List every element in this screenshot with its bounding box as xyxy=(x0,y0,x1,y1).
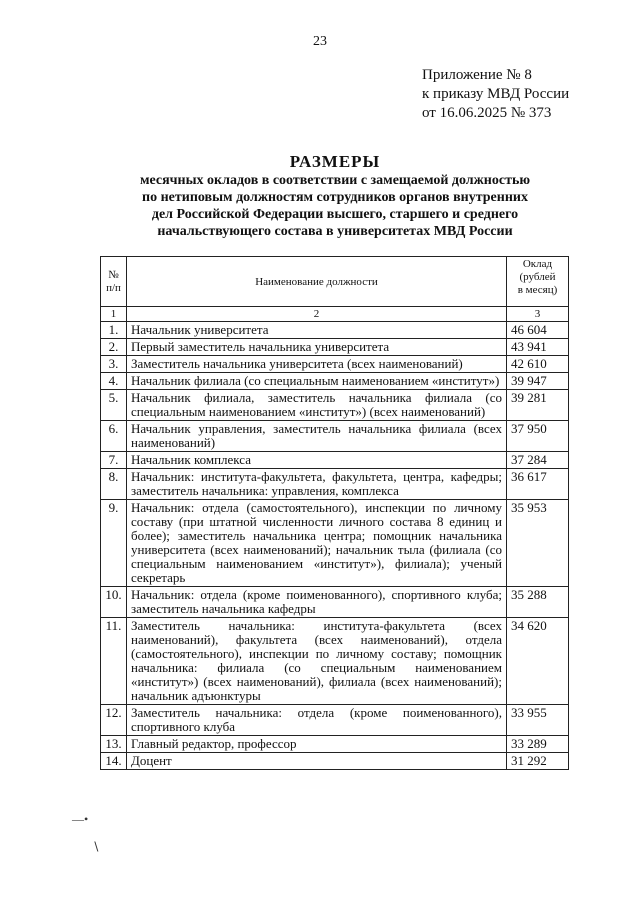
header-salary xyxy=(507,257,569,307)
table-row xyxy=(101,705,569,736)
table-row xyxy=(101,500,569,587)
header-salary-line-3: в месяц) xyxy=(517,284,558,296)
header-salary-line-1: Оклад xyxy=(522,258,553,270)
subtitle-line-1: месячных окладов в соответствии с замещаемой должностью xyxy=(139,173,531,188)
row-number: 7. xyxy=(101,452,127,469)
table-row xyxy=(101,469,569,500)
row-number: 14. xyxy=(101,753,127,770)
row-position: Заместитель начальника: отдела (кроме поименованного), спортивного клуба xyxy=(127,705,507,736)
row-salary: 35 288 xyxy=(507,587,569,618)
appendix-line-3: от 16.06.2025 № 373 xyxy=(422,105,552,121)
salary-table xyxy=(100,256,569,770)
table-row xyxy=(101,373,569,390)
row-number: 12. xyxy=(101,705,127,736)
row-number: 9. xyxy=(101,500,127,587)
row-position: Главный редактор, профессор xyxy=(127,736,507,753)
table-row xyxy=(101,339,569,356)
table-row xyxy=(101,421,569,452)
row-salary: 42 610 xyxy=(507,356,569,373)
row-position: Начальник: отдела (кроме поименованного), спортивного клуба; заместитель начальника кафедры xyxy=(127,587,507,618)
row-position: Начальник филиала, заместитель начальника филиала (со специальным наименованием «институт») (всех наименований) xyxy=(127,390,507,421)
header-position-name: Наименование должности xyxy=(127,257,507,307)
row-position: Заместитель начальника: института-факультета (всех наименований), факультета (всех наименований), отдела (самостоятельного), инспекции по личному составу; помощник начальника: филиала (со специальным наименованием «институт») (всех наименований), филиала (всех наименований); начальник адъюнктуры xyxy=(127,618,507,705)
row-salary: 46 604 xyxy=(507,322,569,339)
document-title: РАЗМЕРЫ xyxy=(289,152,381,171)
subtitle-line-4: начальствующего состава в университетах МВД России xyxy=(157,224,513,239)
page-number: 23 xyxy=(313,34,327,49)
index-cell-1: 1 xyxy=(101,307,127,322)
row-position: Первый заместитель начальника университета xyxy=(127,339,507,356)
row-salary: 39 947 xyxy=(507,373,569,390)
row-number: 11. xyxy=(101,618,127,705)
scan-mark-arrow: —• xyxy=(72,812,89,826)
document-title-block xyxy=(100,152,570,240)
table-header-row xyxy=(101,257,569,307)
table-row xyxy=(101,736,569,753)
row-number: 1. xyxy=(101,322,127,339)
header-number-line-1: № xyxy=(108,268,119,281)
table-row xyxy=(101,452,569,469)
row-salary: 35 953 xyxy=(507,500,569,587)
row-position: Начальник университета xyxy=(127,322,507,339)
row-number: 13. xyxy=(101,736,127,753)
row-number: 8. xyxy=(101,469,127,500)
header-number-line-2: п/п xyxy=(106,281,121,294)
row-number: 5. xyxy=(101,390,127,421)
row-salary: 33 289 xyxy=(507,736,569,753)
row-salary: 37 284 xyxy=(507,452,569,469)
appendix-line-1: Приложение № 8 xyxy=(422,67,532,83)
row-position: Заместитель начальника университета (всех наименований) xyxy=(127,356,507,373)
table-row xyxy=(101,390,569,421)
subtitle-line-2: по нетиповым должностям сотрудников органов внутренних xyxy=(142,190,528,205)
table-row xyxy=(101,753,569,770)
row-number: 2. xyxy=(101,339,127,356)
appendix-line-2: к приказу МВД России xyxy=(422,86,570,102)
row-position: Начальник филиала (со специальным наименованием «институт») xyxy=(127,373,507,390)
row-position: Начальник управления, заместитель начальника филиала (всех наименований) xyxy=(127,421,507,452)
row-salary: 37 950 xyxy=(507,421,569,452)
row-position: Начальник: отдела (самостоятельного), инспекции по личному составу (при штатной численности личного состава 8 единиц и более); заместитель начальника центра; помощник начальника университета (всех наименований); начальник тыла (филиала (со специальным наименованием «институт»), филиала); ученый секретарь xyxy=(127,500,507,587)
row-position: Доцент xyxy=(127,753,507,770)
scan-mark-tick: ∖ xyxy=(92,840,100,854)
row-salary: 36 617 xyxy=(507,469,569,500)
table-index-row xyxy=(101,307,569,322)
row-number: 3. xyxy=(101,356,127,373)
header-number xyxy=(101,257,127,307)
row-salary: 34 620 xyxy=(507,618,569,705)
row-salary: 39 281 xyxy=(507,390,569,421)
row-number: 10. xyxy=(101,587,127,618)
row-number: 4. xyxy=(101,373,127,390)
index-cell-2: 2 xyxy=(127,307,507,322)
index-cell-3: 3 xyxy=(507,307,569,322)
row-salary: 43 941 xyxy=(507,339,569,356)
row-salary: 33 955 xyxy=(507,705,569,736)
table-row xyxy=(101,618,569,705)
table-row xyxy=(101,356,569,373)
appendix-block xyxy=(422,66,569,123)
subtitle-line-3: дел Российской Федерации высшего, старшего и среднего xyxy=(151,207,519,222)
table-row xyxy=(101,322,569,339)
header-salary-line-2: (рублей xyxy=(519,271,556,283)
row-number: 6. xyxy=(101,421,127,452)
row-salary: 31 292 xyxy=(507,753,569,770)
row-position: Начальник: института-факультета, факультета, центра, кафедры; заместитель начальника: управления, комплекса xyxy=(127,469,507,500)
table-row xyxy=(101,587,569,618)
row-position: Начальник комплекса xyxy=(127,452,507,469)
